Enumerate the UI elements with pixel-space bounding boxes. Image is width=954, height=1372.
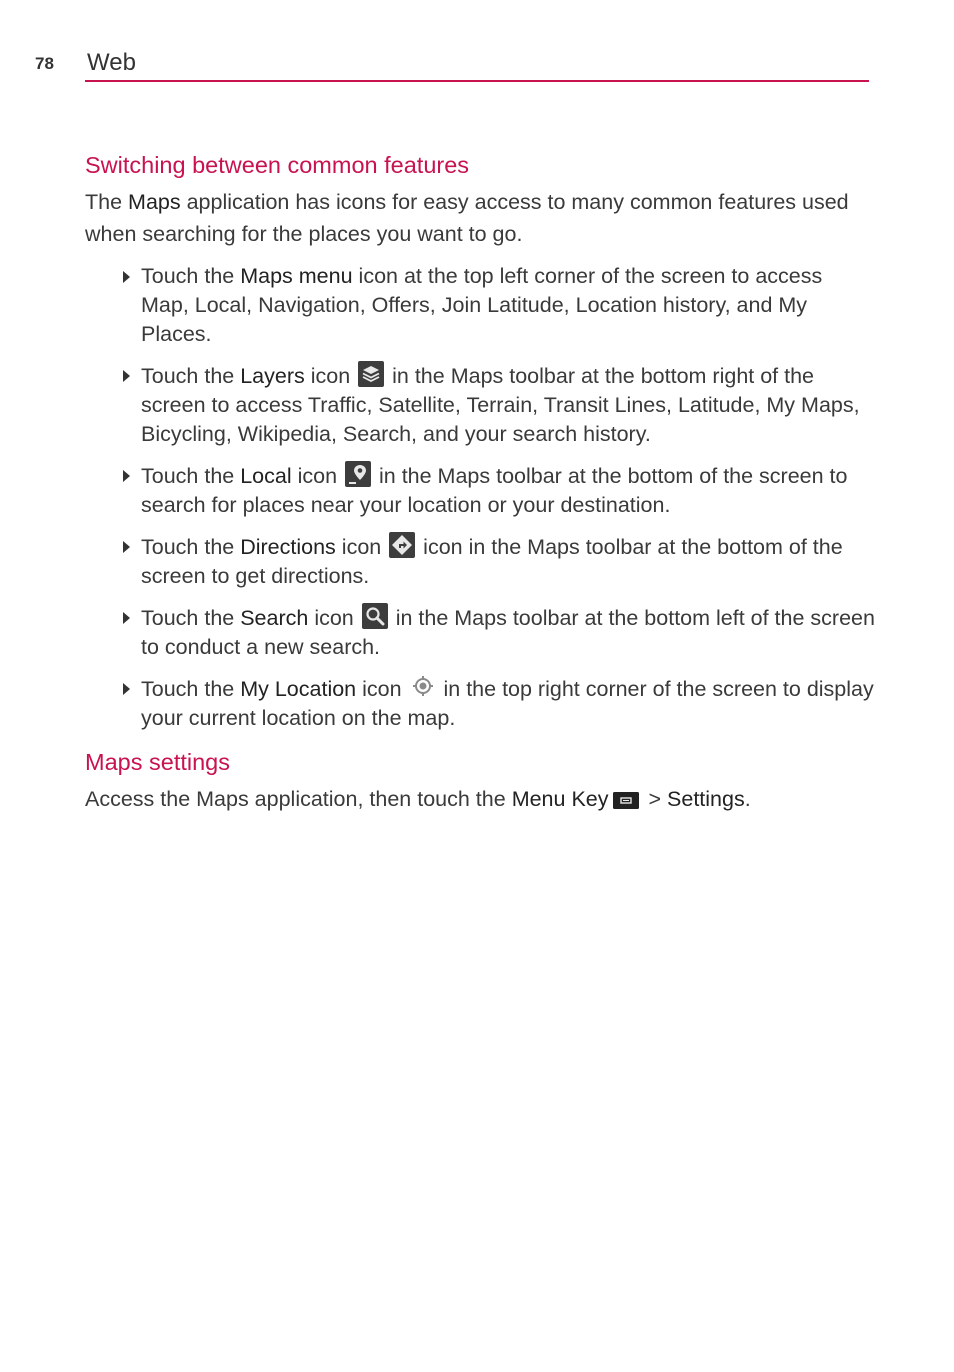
bullet-text: in the Maps toolbar at the bottom left of the screen to conduct a new search. (141, 606, 875, 659)
bullet-text: icon (356, 677, 408, 701)
bullet-term: Layers (240, 364, 305, 388)
bullet-arrow-icon (123, 271, 130, 283)
bullet-text: in the Maps toolbar at the bottom of the screen to search for places near your location or your destination. (141, 464, 848, 517)
list-item-maps-menu (85, 262, 875, 349)
bullet-arrow-icon (123, 470, 130, 482)
bullet-text: icon in the Maps toolbar at the bottom of the screen to get directions. (141, 535, 843, 588)
bullet-text: icon (304, 364, 357, 388)
settings-separator: > (642, 787, 668, 811)
page-number: 78 (35, 54, 54, 73)
menu-key-term: Menu Key (511, 787, 609, 811)
bullet-term: Local (240, 464, 292, 488)
settings-text: Access the Maps application, then touch the (85, 787, 512, 811)
bullet-arrow-icon (123, 370, 130, 382)
bullet-text: Touch the (141, 464, 241, 488)
bullet-text: Touch the (141, 535, 241, 559)
list-item-search (85, 603, 875, 662)
bullet-term: Directions (240, 535, 336, 559)
maps-settings-heading: Maps settings (85, 749, 230, 775)
header-divider (85, 80, 869, 82)
bullet-arrow-icon (123, 683, 130, 695)
list-item-my-location (85, 674, 875, 733)
local-pin-icon (345, 461, 371, 487)
bullet-term: My Location (240, 677, 357, 701)
feature-list (85, 262, 875, 733)
bullet-text: icon (291, 464, 344, 488)
list-item-local (85, 461, 875, 520)
bullet-arrow-icon (123, 541, 130, 553)
search-icon (362, 603, 388, 629)
settings-period: . (744, 787, 751, 811)
list-item-directions (85, 532, 875, 591)
my-location-icon (410, 674, 436, 700)
maps-settings-text (85, 783, 875, 815)
bullet-text: Touch the (141, 606, 241, 630)
layers-icon (358, 361, 384, 387)
bullet-text: Touch the (141, 264, 241, 288)
bullet-term: Maps menu (240, 264, 353, 288)
switching-intro (85, 186, 875, 250)
bullet-text: icon at the top left corner of the screen to access Map, Local, Navigation, Offers, Join Latitude, Location history, and My Places. (141, 264, 823, 346)
intro-post: application has icons for easy access to many common features used when searching for the places you want to go. (85, 190, 849, 246)
bullet-text: Touch the (141, 364, 241, 388)
page-content (85, 148, 875, 815)
intro-pre: The (85, 190, 129, 214)
menu-key-icon (613, 792, 639, 809)
intro-maps: Maps (128, 190, 181, 214)
section-title: Web (87, 49, 136, 76)
directions-icon (389, 532, 415, 558)
bullet-text: icon (335, 535, 388, 559)
bullet-arrow-icon (123, 612, 130, 624)
bullet-text: in the Maps toolbar at the bottom right of the screen to access Traffic, Satellite, Terrain, Transit Lines, Latitude, My Maps, Bicycling, Wikipedia, Search, and your search history. (141, 364, 860, 446)
switching-heading: Switching between common features (85, 152, 470, 178)
list-item-layers (85, 361, 875, 449)
bullet-term: Search (240, 606, 309, 630)
bullet-text: icon (308, 606, 360, 630)
bullet-text: in the top right corner of the screen to display your current location on the map. (141, 677, 874, 730)
bullet-text: Touch the (141, 677, 241, 701)
settings-term: Settings (667, 787, 745, 811)
